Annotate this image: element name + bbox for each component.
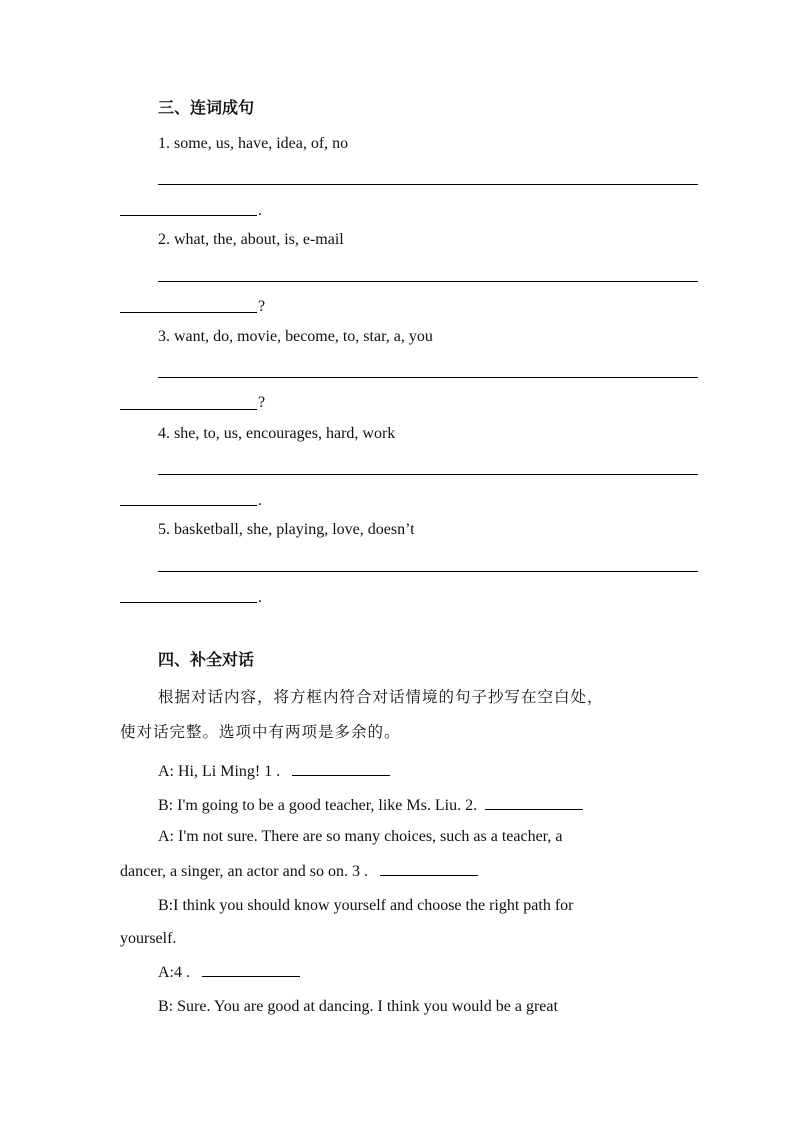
question-2-end-mark: ? [258,298,266,315]
dialog-line-3: A: I'm not sure. There are so many choices, such as a teacher, a [158,828,563,845]
dialog-line-7-text: A:4 . [158,964,190,981]
answer-line-2a[interactable] [158,281,698,282]
question-4-end-mark: . [258,492,262,509]
dialog-blank-3[interactable] [380,861,478,876]
answer-line-2b[interactable] [120,312,257,313]
answer-line-3a[interactable] [158,377,698,378]
dialog-line-2 [158,795,583,816]
answer-line-5a[interactable] [158,571,698,572]
dialog-blank-4[interactable] [202,962,300,977]
dialog-blank-1[interactable] [292,761,390,776]
instruction-line-2: 使对话完整。选项中有两项是多余的。 [120,723,401,741]
question-1-end-mark: . [258,202,262,219]
section-4-heading: 四、补全对话 [158,650,255,669]
question-3-words: 3. want, do, movie, become, to, star, a, you [158,328,433,345]
dialog-line-7 [158,962,300,983]
question-5-end-mark: . [258,589,262,606]
answer-line-1a[interactable] [158,184,698,185]
question-3-end-mark: ? [258,394,266,411]
dialog-line-1 [158,761,390,782]
answer-line-5b[interactable] [120,602,257,603]
section-3-heading: 三、连词成句 [158,98,255,117]
dialog-line-2-text: B: I'm going to be a good teacher, like Ms. Liu. 2. [158,797,478,814]
question-5-words: 5. basketball, she, playing, love, doesn’t [158,521,415,538]
dialog-line-8: B: Sure. You are good at dancing. I think you would be a great [158,998,558,1015]
question-2-words: 2. what, the, about, is, e-mail [158,231,344,248]
dialog-line-4 [120,861,478,882]
answer-line-1b[interactable] [120,215,257,216]
dialog-line-5: B:I think you should know yourself and choose the right path for [158,897,574,914]
dialog-line-1-text: A: Hi, Li Ming! 1 . [158,763,281,780]
question-1-words: 1. some, us, have, idea, of, no [158,135,349,152]
answer-line-4a[interactable] [158,474,698,475]
dialog-blank-2[interactable] [485,795,583,810]
question-4-words: 4. she, to, us, encourages, hard, work [158,425,396,442]
answer-line-3b[interactable] [120,409,257,410]
instruction-line-1: 根据对话内容，将方框内符合对话情境的句子抄写在空白处， [158,688,604,706]
dialog-line-6: yourself. [120,930,177,947]
answer-line-4b[interactable] [120,505,257,506]
dialog-line-4-text: dancer, a singer, an actor and so on. 3 . [120,863,368,880]
